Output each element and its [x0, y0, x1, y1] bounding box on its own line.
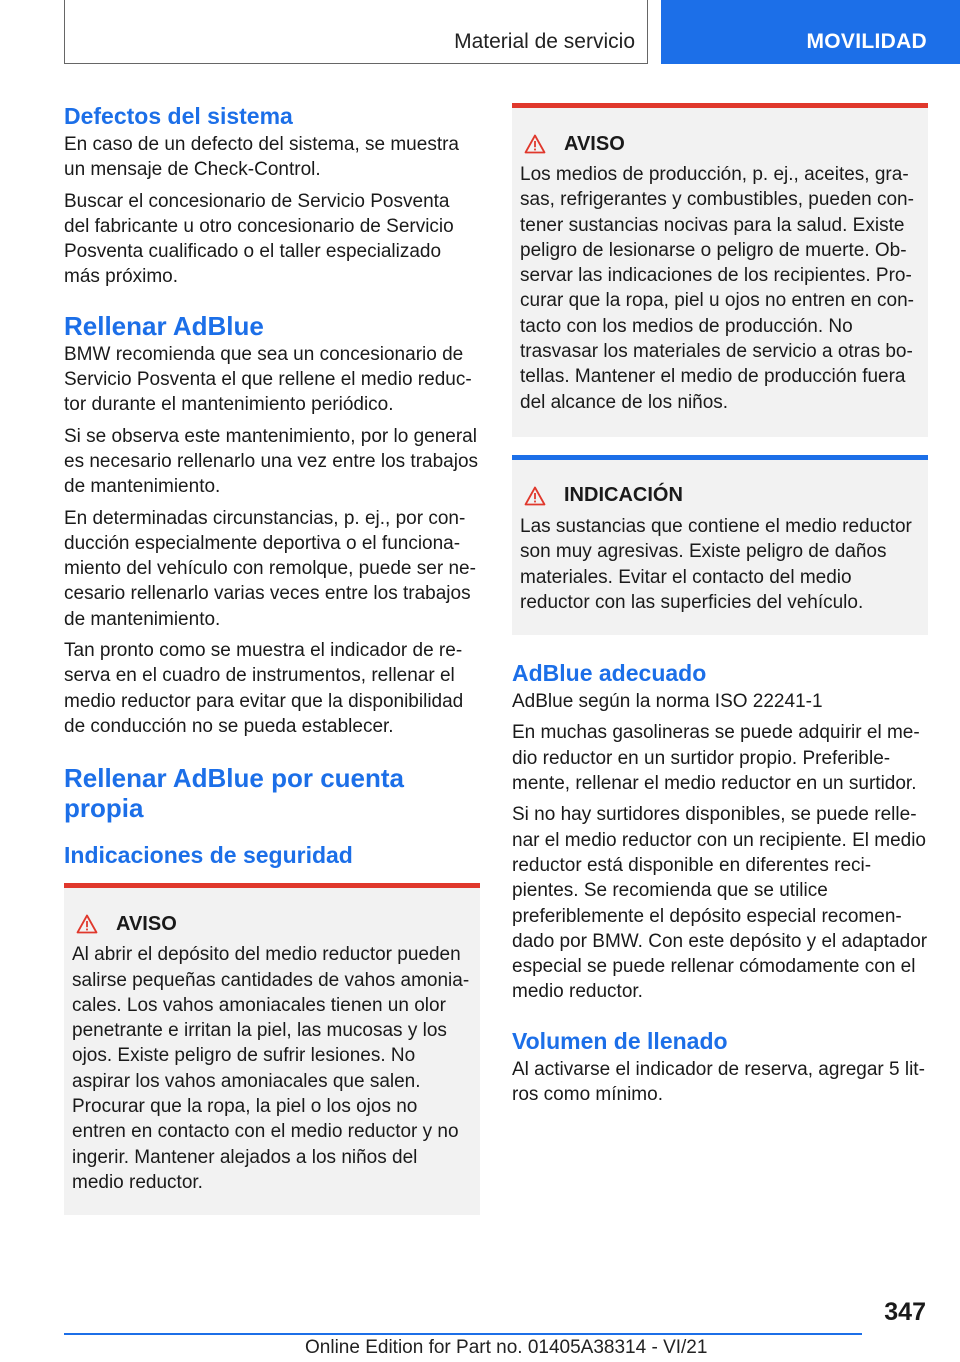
- heading-seguridad: Indicaciones de seguridad: [64, 842, 353, 869]
- right-column: [512, 103, 928, 1107]
- warning-triangle-icon: [76, 914, 98, 934]
- footer-edition: Online Edition for Part no. 01405A38314 - VI/21: [305, 1337, 708, 1358]
- warning-triangle-icon: [524, 134, 546, 154]
- paragraph: En muchas gasolineras se puede adquirir el medio reductor en un surtidor propio. Preferiblemente, rellenar el medio reductor en un surtidor.: [512, 722, 920, 795]
- warning-box: [512, 103, 928, 437]
- heading-por-cuenta-propia: Rellenar AdBlue por cuenta propia: [64, 763, 404, 824]
- warning-triangle-icon: [524, 486, 546, 506]
- warning-text: Los medios de producción, p. ej., aceites, grasas, refrigerantes y combustibles, pueden contener sustancias nocivas para la salud. Existe peligro de lesionarse o peligro de muerte. Observar las indicaciones de los recipientes. Procurar que la ropa, piel u ojos no entren en contacto con los medios de producción. No trasvasar los materiales de servicio a otras botellas. Mantener el medio de producción fuera del alcance de los niños.: [520, 164, 914, 413]
- page-number: 347: [884, 1298, 926, 1326]
- note-title: INDICACIÓN: [564, 484, 683, 507]
- paragraph: Tan pronto como se muestra el indicador de reserva en el cuadro de instrumentos, rellenar el medio reductor para evitar que la disponibilidad de conducción no se pueda establecer.: [64, 640, 464, 737]
- paragraph: Buscar el concesionario de Servicio Posventa del fabricante u otro concesionario de Servicio Posventa cualificado o el taller especializado más próximo.: [64, 190, 454, 288]
- note-text: Las sustancias que contiene el medio reductor son muy agresivas. Existe peligro de daños materiales. Evitar el contacto del medio reductor con las superficies del vehículo.: [520, 515, 912, 613]
- heading-adecuado: AdBlue adecuado: [512, 660, 707, 687]
- heading-volumen: Volumen de llenado: [512, 1027, 728, 1054]
- paragraph: Al activarse el indicador de reserva, agregar 5 litros como mínimo.: [512, 1058, 925, 1106]
- header-chapter-tab: [661, 0, 960, 64]
- warning-box: [64, 883, 480, 1215]
- warning-text: Al abrir el depósito del medio reductor pueden salirse pequeñas cantidades de vahos amoniacales. Los vahos amoniacales tienen un olor penetrante e irritan la piel, las mucosas y los ojos. Existe peligro de sufrir lesiones. No aspirar los vahos amoniacales que salen. Procurar que la ropa, la piel o los ojos no entren en contacto con el medio reductor y no ingerir. Mantener alejados a los niños del medio reductor.: [72, 944, 470, 1193]
- paragraph: AdBlue según la norma ISO 22241-1: [512, 691, 823, 713]
- heading-defectos: Defectos del sistema: [64, 103, 293, 129]
- left-column: [64, 100, 480, 1215]
- heading-rellenar: Rellenar AdBlue: [64, 310, 264, 341]
- footer-rule: [64, 1333, 862, 1335]
- paragraph: En caso de un defecto del sistema, se muestra un mensaje de Check-Control.: [64, 134, 459, 181]
- paragraph: Si se observa este mantenimiento, por lo general es necesario rellenarlo una vez entre los trabajos de mantenimiento.: [64, 425, 479, 498]
- paragraph: En determinadas circunstancias, p. ej., por conducción especialmente deportiva o el funcionamiento del vehículo con remolque, puede ser necesario rellenarlo varias veces entre los trabajos de mantenimiento.: [64, 507, 476, 630]
- warning-title: AVISO: [116, 912, 177, 935]
- warning-title: AVISO: [564, 132, 625, 155]
- header-chapter-label: MOVILIDAD: [806, 30, 927, 53]
- paragraph: Si no hay surtidores disponibles, se puede rellenar el medio reductor con un recipiente. El medio reductor está disponible en diferentes recipientes. Se recomienda que se utilice preferiblemente el depósito especial recomendado por BMW. Con este depósito y el adaptador especial se puede rellenar cómodamente con el medio reductor.: [512, 804, 928, 1003]
- note-box: [512, 455, 928, 635]
- paragraph: BMW recomienda que sea un concesionario de Servicio Posventa el que rellene el medio reductor durante el mantenimiento periódico.: [64, 343, 472, 416]
- header-section-title: Material de servicio: [454, 30, 635, 53]
